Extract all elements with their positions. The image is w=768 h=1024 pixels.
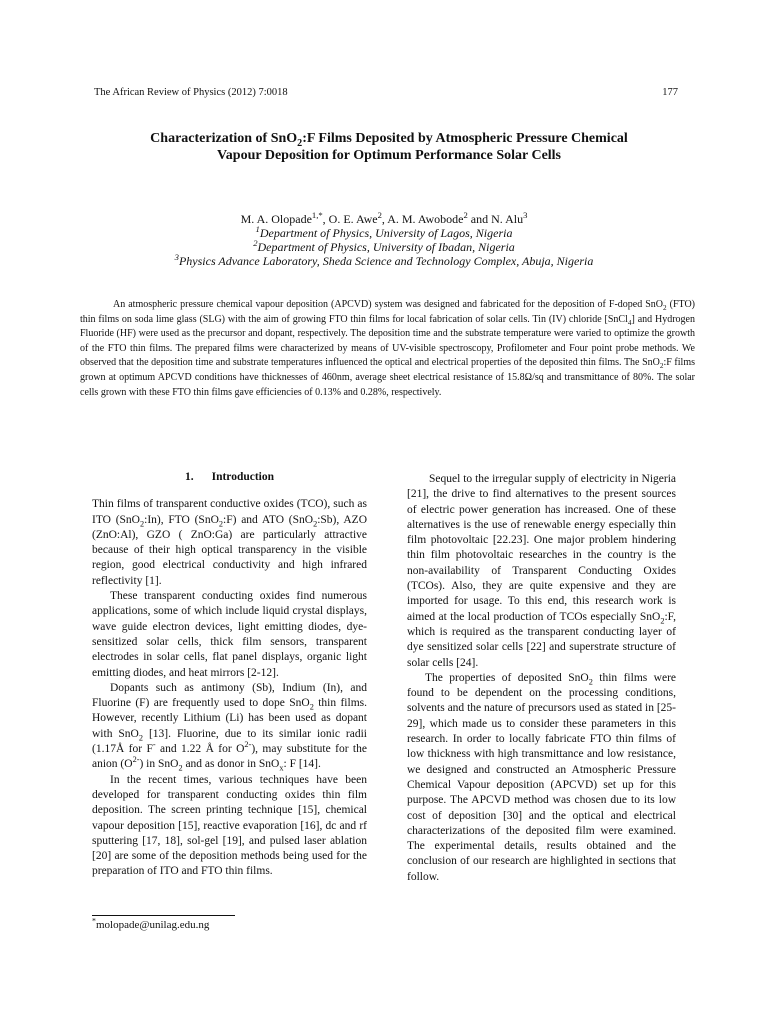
intro-paragraph-6: The properties of deposited SnO$_2$ thin films were found to be dependent on the processing conditions, solvents and the nature of precursors used as stated in [25-29], which made us to consider these parameters in this research. In order to locally fabricate FTO thin films of low thickness with high transmittance and low resistance, we designed and constructed an Atmospheric Pressure Chemical Vapour deposition (APCVD) set up for this purpose. The APCVD method was chosen due to its low cost of deposition [30] and the optical and electrical characterizations of the deposited film were examined. The experimental details, results obtained and the conclusion of our research are highlighted in sections that follow. [407, 671, 677, 883]
page-number: 177 [662, 87, 678, 98]
footnote-divider [92, 915, 235, 916]
affiliation-2: $^2$Department of Physics, University of Ibadan, Nigeria [253, 238, 515, 254]
affiliation-3: $^3$Physics Advance Laboratory, Sheda Science and Technology Complex, Abuja, Nigeria [174, 252, 594, 268]
right-column [407, 472, 676, 885]
intro-paragraph-1: Thin films of transparent conductive oxides (TCO), such as ITO (SnO$_2$:In), FTO (SnO$_2$:F) and ATO (SnO$_2$:Sb), AZO (ZnO:Al), GZO ( ZnO:Ga) are particularly attractive because of their high optical transparency in the visible region, good electrical conductivity and high infrared reflectivity [1]. [92, 498, 368, 587]
footnote: *molopade@unilag.edu.ng [92, 916, 210, 931]
intro-paragraph-5: Sequel to the irregular supply of electricity in Nigeria [21], the drive to find alternatives to the present sources of electric power generation has increased. One of these alternatives is the use of renewable energy especially thin film photovoltaic [22.23]. One major problem hindering thin film photovoltaic researches in the country is the non-availability of Transparent Conducting Oxides (TCOs). Also, they are quite expensive and they are imported for usage. To this end, this research work is aimed at the local production of TCOs especially SnO$_2$:F, which is required as the transparent conducting layer of dye sensitized solar cells [22] and superstrate structure of solar cells [24]. [407, 473, 676, 669]
left-column [92, 470, 367, 880]
author-email: molopade@unilag.edu.ng [95, 919, 210, 931]
journal-citation: The African Review of Physics (2012) 7:0018 [94, 87, 288, 98]
author-list: M. A. Olopade$^{1,*}$, O. E. Awe$^2$, A. M. Awobode$^2$ and N. Alu$^3$ [240, 210, 528, 226]
intro-paragraph-4: In the recent times, various techniques have been developed for transparent conducting oxides thin film deposition. The screen printing technique [15], chemical vapour deposition [15], reactive evaporation [16], dc and rf sputtering [17, 18], sol-gel [19], and pulsed laser ablation [20] are some of the deposition methods being used for the preparation of ITO and FTO thin films. [92, 773, 367, 878]
affiliation-1: $^1$Department of Physics, University of Lagos, Nigeria [255, 224, 513, 240]
intro-paragraph-3: Dopants such as antimony (Sb), Indium (In), and Fluorine (F) are frequently used to dope SnO$_2$ thin films. However, recently Lithium (Li) has been used as dopant with SnO$_2$ [13]. Fluorine, due to its similar ionic radii (1.17Å for F- and 1.22 Å for $O^{2-}$), may substitute for the anion $(O^{2-})$ in SnO$_2$ and as donor in SnO$_x$: F [14]. [92, 681, 367, 773]
title-line-1: Characterization of SnO$_2$:F Films Deposited by Atmospheric Pressure Chemical [150, 131, 628, 149]
abstract: An atmospheric pressure chemical vapour deposition (APCVD) system was designed and fabricated for the deposition of F-doped SnO$_2$ (FTO) thin films on soda lime glass (SLG) with the aim of growing FTO thin films for local fabrication of solar cells. Tin (IV) chloride [SnCl$_4$] and Hydrogen Fluoride (HF) were used as the precursor and dopant, respectively. The deposition time and the substrate temperature were varied to optimize the growth of the FTO thin films. The prepared films were characterized by means of UV-visible spectroscopy, Profilometer and Four point probe methods. We observed that the deposition time and substrate temperatures influenced the optical and electrical properties of the deposited thin films. The SnO$_2$:F films grown at optimum APCVD conditions have thicknesses of 460nm, average sheet electrical resistance of 15.8Ω/sq and transmittance of 80%. The solar cells grown with these FTO thin films gave efficiencies of 0.13% and 0.28%, respectively. [80, 299, 695, 398]
author-block [60, 212, 708, 268]
section-heading: 1. Introduction [184, 471, 275, 483]
running-header [94, 87, 678, 98]
title-line-2: Vapour Deposition for Optimum Performance Solar Cells [216, 148, 562, 163]
intro-paragraph-2: These transparent conducting oxides find numerous applications, some of which include liquid crystal displays, wave guide electron devices, light emitting diodes, dye-sensitized solar cells, thick film sensors, transparent electrodes in solar cells, flat panel displays, organic light emitting diodes, and heat mirrors [2-12]. [92, 590, 367, 679]
paper-title [70, 130, 708, 164]
